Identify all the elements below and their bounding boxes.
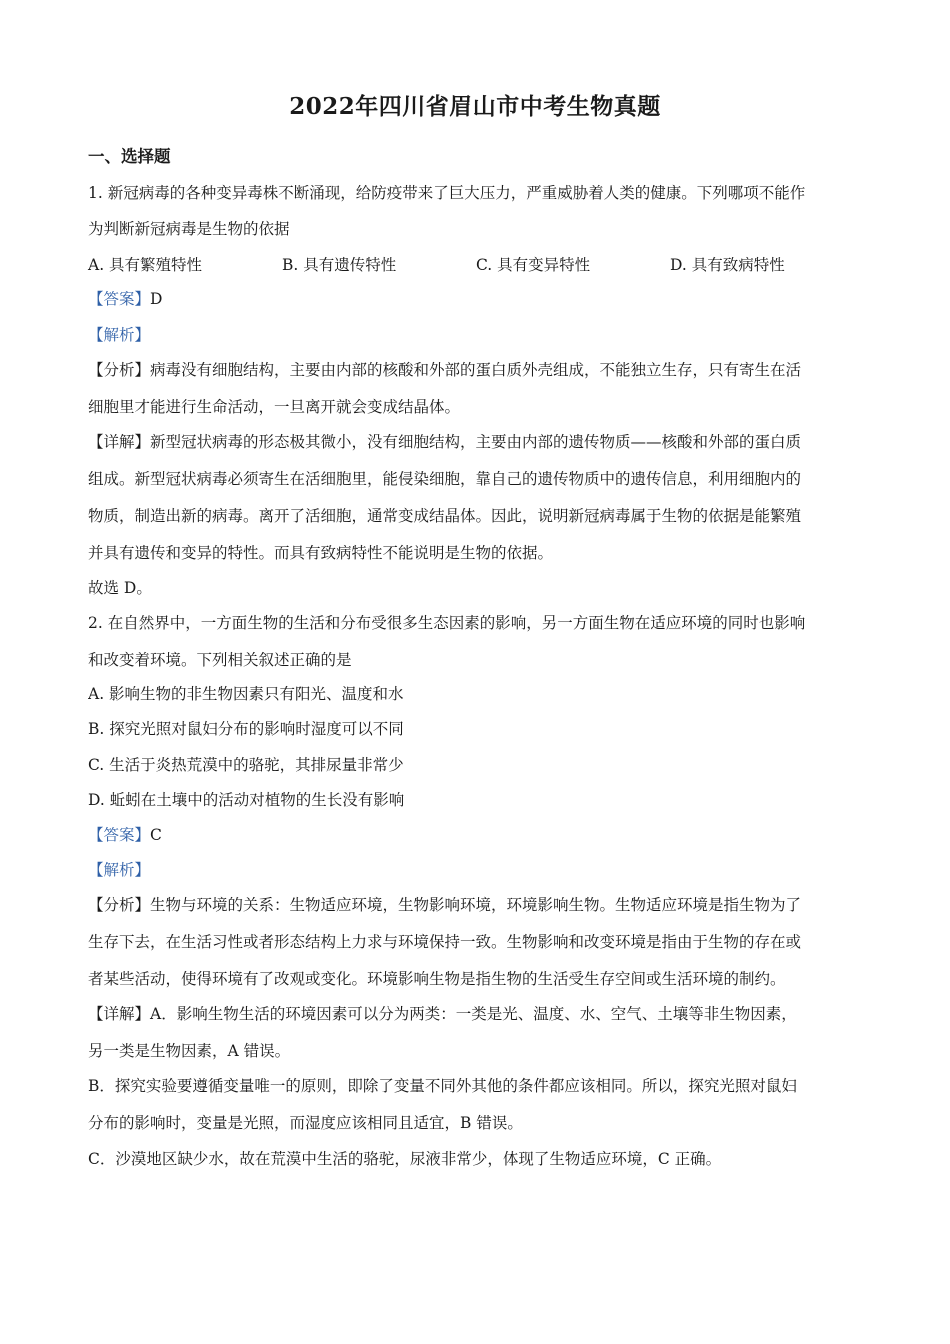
q2-fenxi-line: 者某些活动，使得环境有了改观或变化。环境影响生物是指生物的生活受生存空间或生活环境的制约。: [88, 970, 786, 988]
q2-option-d: D. 蚯蚓在土壤中的活动对植物的生长没有影响: [88, 791, 405, 809]
xiangjie-tag: 【详解】: [88, 1005, 151, 1023]
page-title: 2022年四川省眉山市中考生物真题: [289, 93, 661, 120]
xiangjie-tag: 【详解】: [88, 433, 151, 451]
xiangjie-text: A．影响生物生活的环境因素可以分为两类：一类是光、温度、水、空气、土壤等非生物因素，: [150, 1005, 797, 1023]
q2-stem-line: 2. 在自然界中，一方面生物的生活和分布受很多生态因素的影响，另一方面生物在适应环境的同时也影响: [88, 614, 806, 632]
q2-fenxi-line: 生存下去，在生活习性或者形态结构上力求与环境保持一致。生物影响和改变环境是指由于生物的存在或: [88, 933, 802, 951]
answer-value: D: [150, 290, 163, 308]
fenxi-text: 病毒没有细胞结构，主要由内部的核酸和外部的蛋白质外壳组成，不能独立生存，只有寄生在活: [150, 361, 802, 379]
q1-xiangjie: [88, 431, 860, 453]
q1-stem-line: 1. 新冠病毒的各种变异毒株不断涌现，给防疫带来了巨大压力，严重威胁着人类的健康。下列哪项不能作: [88, 184, 806, 202]
q2-analysis-tag: 【解析】: [88, 861, 151, 879]
q1-fenxi-line: 细胞里才能进行生命活动，一旦离开就会变成结晶体。: [88, 398, 461, 416]
q2-answer: [88, 824, 860, 846]
fenxi-text: 生物与环境的关系：生物适应环境，生物影响环境，环境影响生物。生物适应环境是指生物为了: [150, 896, 802, 914]
xiangjie-text: 新型冠状病毒的形态极其微小，没有细胞结构，主要由内部的遗传物质——核酸和外部的蛋白质: [150, 433, 802, 451]
q1-answer: [88, 288, 860, 310]
q2-xiangjie-line: B．探究实验要遵循变量唯一的原则，即除了变量不同外其他的条件都应该相同。所以，探究光照对鼠妇: [88, 1077, 797, 1095]
q1-xiangjie-line: 物质，制造出新的病毒。离开了活细胞，通常变成结晶体。因此，说明新冠病毒属于生物的依据是能繁殖: [88, 507, 802, 525]
q2-xiangjie-line: 分布的影响时，变量是光照，而湿度应该相同且适宜，B 错误。: [88, 1114, 523, 1132]
q2-option-b: B. 探究光照对鼠妇分布的影响时湿度可以不同: [88, 720, 404, 738]
answer-tag: 【答案】: [88, 826, 151, 844]
q1-fenxi: [88, 359, 860, 381]
q1-analysis-tag: 【解析】: [88, 326, 151, 344]
q1-conclusion: 故选 D。: [88, 579, 152, 597]
q2-stem-line: 和改变着环境。下列相关叙述正确的是: [88, 651, 352, 669]
q1-xiangjie-line: 并具有遗传和变异的特性。而具有致病特性不能说明是生物的依据。: [88, 544, 554, 562]
q2-xiangjie-line: C．沙漠地区缺少水，故在荒漠中生活的骆驼，尿液非常少，体现了生物适应环境，C 正确。: [88, 1150, 722, 1168]
section-heading: 一、选择题: [88, 147, 171, 166]
fenxi-tag: 【分析】: [88, 361, 151, 379]
q1-stem-line: 为判断新冠病毒是生物的依据: [88, 220, 290, 238]
q1-option-b: B. 具有遗传特性: [282, 256, 397, 274]
q1-option-d: D. 具有致病特性: [670, 256, 785, 274]
q2-fenxi: [88, 894, 860, 916]
q1-xiangjie-line: 组成。新型冠状病毒必须寄生在活细胞里，能侵染细胞，靠自己的遗传物质中的遗传信息，利用细胞内的: [88, 470, 802, 488]
q1-option-c: C. 具有变异特性: [476, 256, 591, 274]
fenxi-tag: 【分析】: [88, 896, 151, 914]
q2-xiangjie: [88, 1003, 860, 1025]
answer-tag: 【答案】: [88, 290, 151, 308]
q2-option-c: C. 生活于炎热荒漠中的骆驼，其排尿量非常少: [88, 756, 404, 774]
q2-xiangjie-line: 另一类是生物因素，A 错误。: [88, 1042, 291, 1060]
answer-value: C: [150, 826, 162, 844]
q2-option-a: A. 影响生物的非生物因素只有阳光、温度和水: [88, 685, 404, 703]
q1-option-a: A. 具有繁殖特性: [88, 256, 203, 274]
